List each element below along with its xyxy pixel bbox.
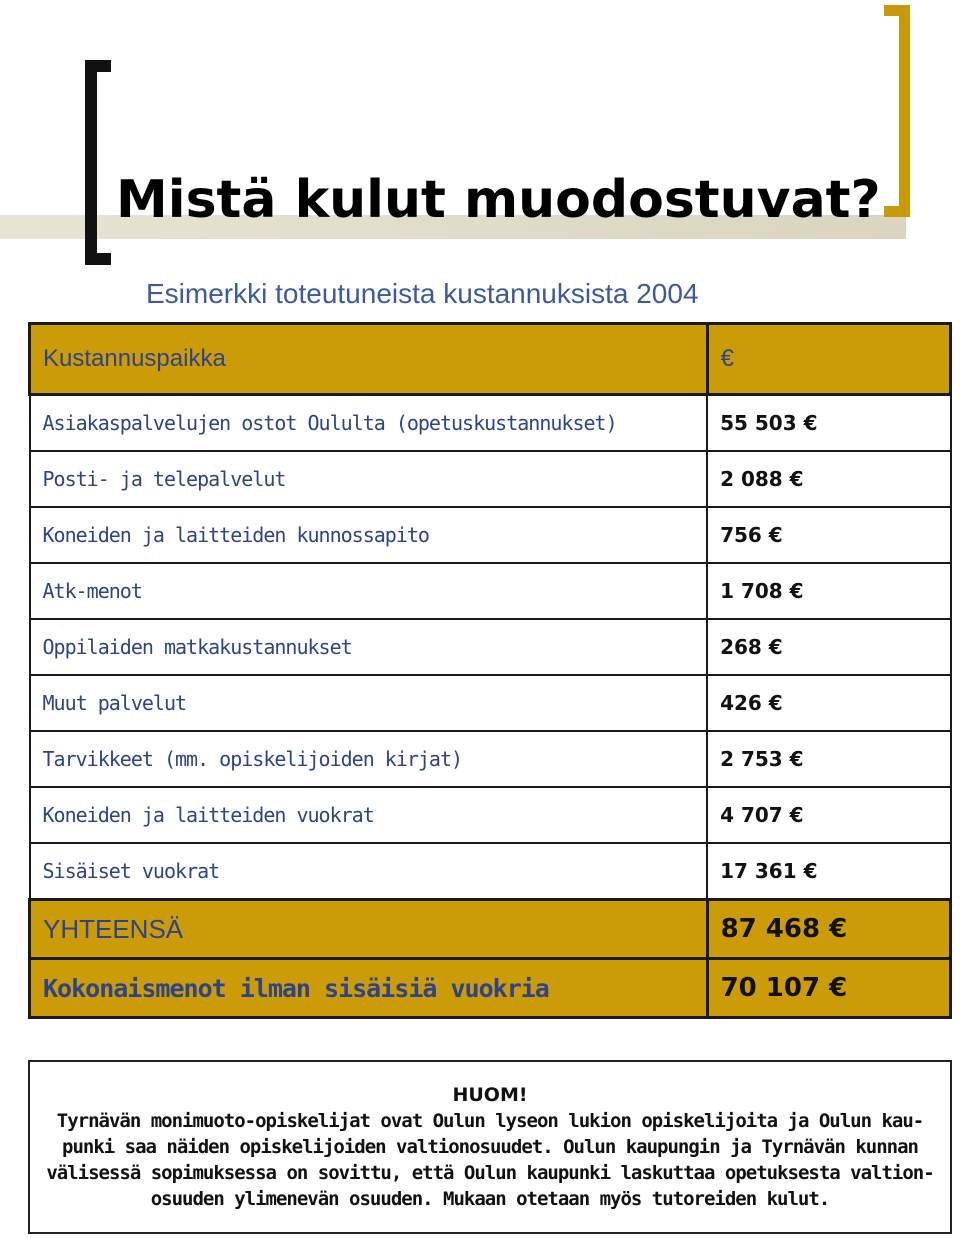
header-cost-center: Kustannuspaikka xyxy=(30,324,708,395)
table-row xyxy=(30,843,951,900)
table-row xyxy=(30,787,951,843)
row-value: 268 € xyxy=(707,619,950,675)
row-value: 17 361 € xyxy=(707,843,950,900)
cost-table xyxy=(28,322,952,1019)
note-line: Tyrnävän monimuoto-opiskelijat ovat Oulun lyseon lukion opiskelijoita ja Oulun kau- xyxy=(56,1110,924,1132)
right-bracket-decoration xyxy=(884,5,910,217)
row-label: Asiakaspalvelujen ostot Oululta (opetuskustannukset) xyxy=(30,395,708,452)
table-row xyxy=(30,451,951,507)
total-without-internal-label: Kokonaismenot ilman sisäisiä vuokria xyxy=(30,959,708,1018)
row-value: 756 € xyxy=(707,507,950,563)
row-label: Koneiden ja laitteiden vuokrat xyxy=(30,787,708,843)
row-label: Oppilaiden matkakustannukset xyxy=(30,619,708,675)
table-row xyxy=(30,507,951,563)
table-row xyxy=(30,675,951,731)
row-label: Tarvikkeet (mm. opiskelijoiden kirjat) xyxy=(30,731,708,787)
header-currency: € xyxy=(707,324,950,395)
row-label: Koneiden ja laitteiden kunnossapito xyxy=(30,507,708,563)
note-line: punki saa näiden opiskelijoiden valtionosuudet. Oulun kaupungin ja Tyrnävän kunnan xyxy=(62,1136,918,1158)
total-label: YHTEENSÄ xyxy=(30,900,708,959)
total-without-internal-value: 70 107 € xyxy=(707,959,950,1018)
table-row xyxy=(30,395,951,452)
note-heading: HUOM! xyxy=(452,1084,528,1106)
note-line: välisessä sopimuksessa on sovittu, että Oulun kaupunki laskuttaa opetuksesta valtion- xyxy=(46,1162,934,1184)
row-value: 1 708 € xyxy=(707,563,950,619)
row-label: Sisäiset vuokrat xyxy=(30,843,708,900)
row-value: 2 753 € xyxy=(707,731,950,787)
total-value: 87 468 € xyxy=(707,900,950,959)
page-subtitle: Esimerkki toteutuneista kustannuksista 2004 xyxy=(146,278,699,309)
table-row xyxy=(30,731,951,787)
total-row xyxy=(30,900,951,959)
row-label: Atk-menot xyxy=(30,563,708,619)
note-line: osuuden ylimenevän osuuden. Mukaan otetaan myös tutoreiden kulut. xyxy=(150,1188,830,1210)
table-row xyxy=(30,563,951,619)
row-value: 4 707 € xyxy=(707,787,950,843)
table-row xyxy=(30,619,951,675)
row-value: 55 503 € xyxy=(707,395,950,452)
total-without-internal-row xyxy=(30,959,951,1018)
left-bracket-decoration xyxy=(85,60,111,265)
note-box xyxy=(28,1060,952,1234)
table-header-row xyxy=(30,324,951,395)
page-title: Mistä kulut muodostuvat? xyxy=(116,170,881,230)
row-value: 426 € xyxy=(707,675,950,731)
row-label: Muut palvelut xyxy=(30,675,708,731)
row-value: 2 088 € xyxy=(707,451,950,507)
row-label: Posti- ja telepalvelut xyxy=(30,451,708,507)
